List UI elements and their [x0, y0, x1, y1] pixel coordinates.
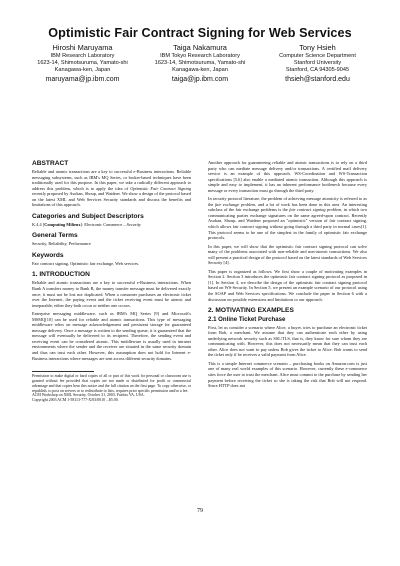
author-email: thsieh@stanford.edu: [285, 76, 350, 84]
body-paragraph: In security protocol literature, the problem of achieving message atomicity is referred to as the fair exchange problem, and a lot of work has been done in this area. An interesting subclass of the fair exchange problems is the fair contract signing problem, in which two communicating parties exchange signatures on the same agreed-upon contract. Recently Asokan, Shoup, and Waidner proposed an "optimistic" version of fair contract signing, which allows fair contract signing without going through a third party in normal cases[1]. This protocol seems to be one of the simplest in the family of optimistic fair exchange protocols.: [208, 196, 368, 241]
author-email: taiga@jp.ibm.com: [171, 76, 229, 84]
author-email: maruyama@jp.ibm.com: [45, 76, 120, 84]
keywords-heading: Keywords: [32, 251, 64, 259]
categories-text: K.4.4 [Computing Milieux]: Electronic Commerce – Security: [32, 221, 141, 227]
introduction-paragraph: Enterprise messaging middleware, such as IBM's MQ Series [9] and Microsoft's MSMQ[10] can be used for reliable and atomic transactions. This type of messaging middleware relies on message acknowledgement and persistent storage for guaranteed message delivery. Once a message is written to the sending queue, it is guaranteed that the message will eventually be delivered to its recipient. Therefore, the sending event and receiving event can be considered atomic. This middleware is usually used in intranet environments where the sender and the receiver are situated in the same security domain and thus can trust each other. However, this assumption does not hold for Internet e-Business interactions where messages are sent across different security domains.: [32, 311, 191, 361]
categories-heading: Categories and Subject Descriptors: [32, 212, 144, 220]
author-name: Hiroshi Maruyama: [52, 43, 113, 52]
author-block: [24, 44, 376, 84]
author-affiliation: IBM Research Laboratory: [50, 52, 115, 59]
author-address: Stanford, CA 94305-9045: [285, 67, 350, 74]
author-2: [142, 44, 259, 84]
permission-notice: Permission to make digital or hard copies of all or part of this work for personal or classroom use is granted without fee provided that copies are not made or distributed for profit or commercial advantage and that copies bear this notice and the full citation on the first page. To copy otherwise, or republish, to post on servers or to redistribute to lists, requires prior specific permission and/or a fee. ACM Workshop on XML Security, October 31, 2003, Fairfax VA, USA. Copyright 2003 ACM 1-58113-777-X/03/0010 ...$5.00.: [32, 374, 191, 403]
author-name: Tony Hsieh: [299, 43, 336, 52]
author-affiliation: Computer Science Department: [279, 52, 356, 59]
body-paragraph: This paper is organized as follows. We first show a couple of motivating examples in Section 2. Section 3 introduces the optimistic fair contract signing protocol as proposed in [1]. In Section 4, we describe the design of the optimistic fair contract signing protocol based on WS-Security. In Section 5, we present an example scenario of our protocol using the SOAP and Web Services specifications. We conclude the paper in Section 6 with a discussion on possible extensions and limitations to our approach.: [208, 268, 367, 302]
keywords-text: Fair contract signing, Optimistic fair exchange, Web services.: [32, 260, 140, 266]
author-address: Stanford University: [293, 59, 342, 66]
body-paragraph: This is a simple Internet commerce scenario – purchasing books on Amazon.com is just one of many real world examples of this scenario. However, currently these e-commerce sites force the user to trust the merchant. Alice must commit to the purchase by sending her payment before receiving the ticket so she is taking the risk that Bob will not respond. Since HTTP does not: [208, 360, 367, 389]
body-paragraph: First, let us consider a scenario where Alice, a buyer, tries to purchase an electronic ticket from Bob, a merchant. We assume that they can authenticate each other by using underlying network security such as SSL/TLS, that is, they know for sure whom they are communicating with. However, this does not necessarily mean that they can trust each other. Alice does not want to pay unless Bob gives the ticket to Alice. Bob wants to send the ticket only if he receives a valid payment from Alice.: [208, 324, 367, 358]
general-terms-heading: General Terms: [32, 232, 78, 240]
abstract-heading: ABSTRACT: [32, 160, 69, 167]
paper-title: Optimistic Fair Contract Signing for Web Services: [48, 26, 352, 40]
author-address: 1623-14, Shimotsuruma, Yamato-shi: [154, 59, 246, 66]
introduction-paragraph: Reliable and atomic transactions are a key to successful e-Business interactions. When Bank A transfers money to Bank B, the money transfer message must be delivered exactly once; it must not be lost nor duplicated. When a consumer purchases an electronic ticket over the Internet, the paying event and the ticket receiving event must be atomic and inseparable; either they both occur or neither one occurs.: [32, 280, 191, 308]
author-1: [24, 44, 141, 84]
section-heading: 2. MOTIVATING EXAMPLES: [208, 307, 294, 315]
body-paragraph: Another approach for guaranteeing reliable and atomic transactions is to rely on a third party who can mediate message delivery and/or transactions. A certified mail delivery service is an example of this approach. WS-Coordination and WS-Transaction specifications [5,6] also enable a mediated atomic transaction. Although this approach is simple and easy to implement, it has an inherent performance bottleneck because every message or every transaction must go through the third party.: [208, 160, 367, 193]
general-terms-text: Security, Reliability, Performance: [32, 241, 91, 247]
author-3: [259, 44, 376, 84]
author-name: Taiga Nakamura: [173, 43, 227, 52]
author-affiliation: IBM Tokyo Research Laboratory: [160, 52, 240, 59]
page-number: 79: [197, 508, 203, 514]
body-paragraph: In this paper, we will show that the optimistic fair contract signing protocol can solve many of the problems associated with non-reliable and non-atomic transactions. We also will present a practical design of the protocol based on the latest standards of Web Services Security [4].: [208, 243, 367, 266]
subsection-heading: 2.1 Online Ticket Purchase: [208, 316, 286, 324]
abstract-text: Reliable and atomic transactions are a key to successful e-Business interactions. Reliable messaging subsystems, such as IBM's MQ Series, or broker-based techniques have been traditionally used for this purpose. In this paper, we take a radically different approach to address this problem, which is to apply the idea of Optimistic Fair Contract Signing recently proposed by Asokan, Shoup, and Waidner. We show a design of the protocol based on the latest XML and Web Services Security standards and discuss the benefits and limitations of this approach.: [32, 169, 191, 208]
left-column: [32, 160, 191, 403]
author-address: Kanagawa-ken, Japan: [54, 67, 111, 74]
author-address: Kanagawa-ken, Japan: [172, 67, 228, 74]
right-column: [208, 160, 367, 392]
author-address: 1623-14, Shimotsuruma, Yamato-shi: [37, 59, 128, 66]
introduction-heading: 1. INTRODUCTION: [32, 271, 90, 279]
footnote-rule: [32, 371, 94, 372]
